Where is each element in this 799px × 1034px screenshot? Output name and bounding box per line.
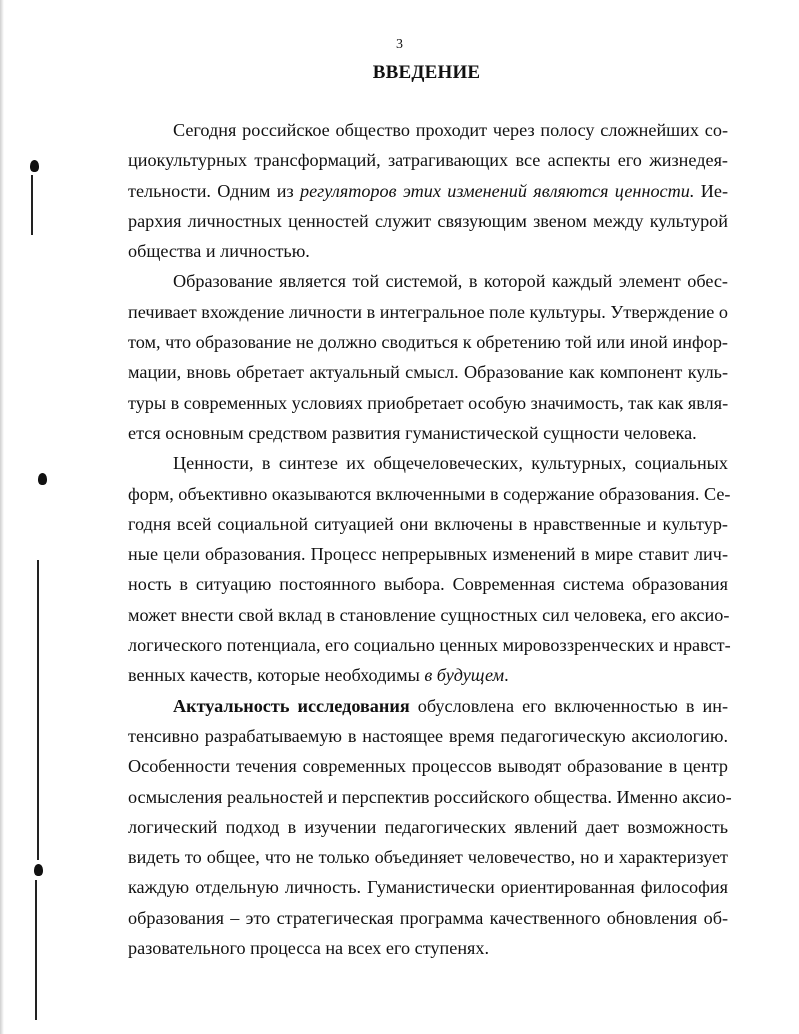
margin-mark-1 xyxy=(30,160,39,172)
paragraph xyxy=(128,115,728,266)
margin-line-lower xyxy=(37,560,39,860)
text-line: циокультурных трансформаций, затрагивающих все аспекты его жизнедея- xyxy=(128,150,728,171)
paragraph xyxy=(128,448,731,690)
margin-mark-2 xyxy=(38,473,47,485)
text-line: Ценности, в синтезе их общечеловеческих, культурных, социальных xyxy=(173,453,728,474)
text-line: мации, вновь обретает актуальный смысл. Образование как компонент куль- xyxy=(128,362,728,383)
text-line: логического потенциала, его социально ценных мировоззренческих и нравст- xyxy=(128,635,731,656)
text-line: тельности. Одним из регуляторов этих изменений являются ценности. Ие- xyxy=(128,180,729,201)
text-line: ные цели образования. Процесс непрерывных изменений в мире ставит лич- xyxy=(128,544,728,565)
text-line: годня всей социальной ситуацией они включены в нравственные и культур- xyxy=(128,513,728,534)
text-line: тенсивно разрабатываемую в настоящее время педагогическую аксиологию. xyxy=(128,725,728,746)
text-line: венных качеств, которые необходимы в будущем. xyxy=(128,665,509,686)
text-line: Особенности течения современных процессов выводят образование в центр xyxy=(128,756,728,777)
text-line: разовательного процесса на всех его ступенях. xyxy=(128,938,490,959)
scan-edge xyxy=(0,0,4,1034)
text-line: Сегодня российское общество проходит через полосу сложнейших со- xyxy=(173,120,728,140)
bold-term: Актуальность исследования xyxy=(173,695,410,716)
text-line: Актуальность исследования обусловлена его включенностью в ин- xyxy=(173,695,729,716)
text-line: может внести свой вклад в становление сущностных сил человека, его аксио- xyxy=(128,604,730,625)
paragraph xyxy=(128,266,728,448)
page-number: 3 xyxy=(396,37,403,52)
text-line: логический подход в изучении педагогических явлений дает возможность xyxy=(128,816,728,837)
section-heading: ВВЕДЕНИЕ xyxy=(372,62,481,83)
body-text xyxy=(128,115,732,963)
italic-emphasis: в будущем xyxy=(424,665,505,686)
text-line: общества и личностью. xyxy=(128,241,310,262)
paragraph xyxy=(128,691,732,964)
text-line: ность в ситуацию постоянного выбора. Современная система образования xyxy=(128,574,728,595)
margin-line-bottom xyxy=(35,880,37,1020)
text-line: туры в современных условиях приобретает особую значимость, так как явля- xyxy=(128,392,729,413)
text-line: форм, объективно оказываются включенными в содержание образования. Се- xyxy=(128,483,731,504)
text-line: видеть то общее, что не только объединяет человечество, но и характеризует xyxy=(128,847,728,868)
margin-line-top xyxy=(31,175,33,235)
text-line: печивает вхождение личности в интегральное поле культуры. Утверждение о xyxy=(128,301,728,322)
text-line: Образование является той системой, в которой каждый элемент обес- xyxy=(173,271,728,292)
text-line: образования – это стратегическая программа качественного обновления об- xyxy=(128,907,728,928)
text-line: том, что образование не должно сводиться к обретению той или иной инфор- xyxy=(128,332,728,353)
text-line: рархия личностных ценностей служит связующим звеном между культурой xyxy=(128,210,728,231)
text-line: осмысления реальностей и перспектив российского общества. Именно аксио- xyxy=(128,786,732,807)
text-line: ется основным средством развития гуманистической сущности человека. xyxy=(128,422,697,443)
margin-mark-3 xyxy=(34,864,43,876)
text-line: каждую отдельную личность. Гуманистически ориентированная философия xyxy=(128,877,728,898)
italic-emphasis: регуляторов этих изменений являются ценности. xyxy=(299,180,695,201)
